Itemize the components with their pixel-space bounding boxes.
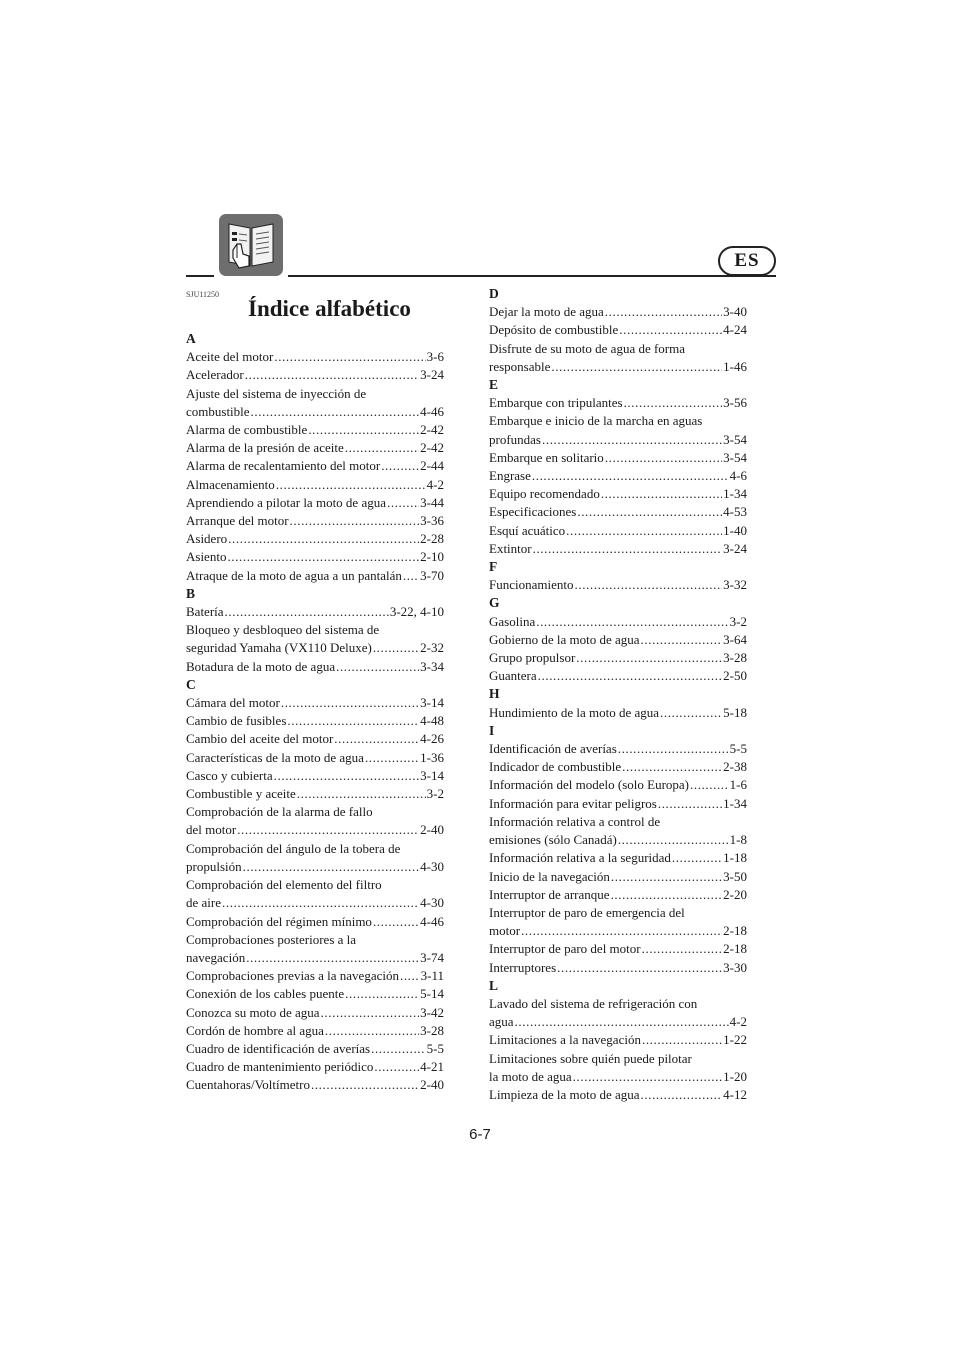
index-entry-page: 3-24 xyxy=(420,367,444,383)
index-entry-text: Alarma de combustible xyxy=(186,422,308,438)
index-entry-page: 4-30 xyxy=(420,858,444,874)
index-entry xyxy=(489,449,747,467)
index-entry-page: 2-18 xyxy=(723,923,747,939)
index-entry-page: 4-2 xyxy=(729,1014,747,1030)
dot-leader xyxy=(403,567,419,585)
index-entry-page: 1-46 xyxy=(723,358,747,374)
index-entry-page: 2-38 xyxy=(723,759,747,775)
index-entry-page: 3-24 xyxy=(723,540,747,556)
manual-reading-icon xyxy=(219,214,283,276)
index-entry-text: Grupo propulsor xyxy=(489,650,576,666)
index-entry xyxy=(186,821,444,839)
index-entry-text: Cuentahoras/Voltímetro xyxy=(186,1077,310,1093)
index-entry xyxy=(186,949,444,967)
index-entry-text: Cordón de hombre al agua xyxy=(186,1022,324,1038)
index-entry xyxy=(186,639,444,657)
index-entry-line: Comprobación de la alarma de fallo xyxy=(186,804,373,820)
dot-leader xyxy=(311,1076,419,1094)
index-entry-page: 2-28 xyxy=(420,531,444,547)
index-entry-page: 3-11 xyxy=(420,968,444,984)
language-badge: ES xyxy=(718,246,776,276)
index-entry-page: 3-44 xyxy=(420,494,444,510)
index-entry xyxy=(186,1040,444,1058)
dot-leader xyxy=(618,740,729,758)
dot-leader xyxy=(345,439,419,457)
index-entry-line: Información relativa a control de xyxy=(489,813,661,829)
index-entry xyxy=(186,712,444,730)
index-entry-text: Atraque de la moto de agua a un pantalán xyxy=(186,567,402,583)
index-entry-line: Lavado del sistema de refrigeración con xyxy=(489,995,698,1011)
dot-leader xyxy=(321,1004,420,1022)
index-entry xyxy=(489,1013,747,1031)
index-entry-text: motor xyxy=(489,923,521,939)
dot-leader xyxy=(308,421,419,439)
dot-leader xyxy=(641,631,723,649)
index-entry-page: 4-2 xyxy=(426,476,444,492)
dot-leader xyxy=(573,1068,722,1086)
index-entry-page: 4-30 xyxy=(420,895,444,911)
index-entry-text: combustible xyxy=(186,403,250,419)
dot-leader xyxy=(374,1058,419,1076)
index-entry xyxy=(186,494,444,512)
index-entry-page: 2-18 xyxy=(723,941,747,957)
index-entry-text: emisiones (sólo Canadá) xyxy=(489,832,617,848)
index-entry-line: Interruptor de paro de emergencia del xyxy=(489,904,685,920)
dot-leader xyxy=(566,522,722,540)
dot-leader xyxy=(373,913,419,931)
index-entry xyxy=(489,740,747,758)
index-entry xyxy=(186,767,444,785)
index-entry-page: 1-22 xyxy=(723,1032,747,1048)
index-entry-text: Limpieza de la moto de agua xyxy=(489,1086,640,1102)
index-entry-text: navegación xyxy=(186,949,246,965)
index-letter: H xyxy=(489,686,500,702)
index-entry xyxy=(186,749,444,767)
dot-leader xyxy=(251,403,420,421)
index-entry xyxy=(186,512,444,530)
index-entry-text: Información relativa a la seguridad xyxy=(489,850,671,866)
index-entry xyxy=(489,303,747,321)
index-entry xyxy=(489,576,747,594)
dot-leader xyxy=(222,894,419,912)
index-letter: L xyxy=(489,977,499,993)
index-entry-page: 1-6 xyxy=(729,777,747,793)
index-entry-text: Aceite del motor xyxy=(186,349,274,365)
index-entry xyxy=(489,795,747,813)
index-entry xyxy=(489,959,747,977)
dot-leader xyxy=(290,512,420,530)
index-entry xyxy=(186,913,444,931)
dot-leader xyxy=(611,886,723,904)
index-entry-text: Gasolina xyxy=(489,613,536,629)
index-entry-text: Combustible y aceite xyxy=(186,786,296,802)
index-entry-page: 3-56 xyxy=(723,395,747,411)
index-entry-page: 2-32 xyxy=(420,640,444,656)
index-entry-text: Conexión de los cables puente xyxy=(186,986,345,1002)
index-letter: A xyxy=(186,331,196,346)
index-entry-text: Comprobaciones previas a la navegación xyxy=(186,968,399,984)
index-entry xyxy=(186,348,444,366)
index-entry-text: Dejar la moto de agua xyxy=(489,304,604,320)
index-entry-text: de aire xyxy=(186,895,222,911)
index-entry xyxy=(186,985,444,1003)
index-entry-page: 1-18 xyxy=(723,850,747,866)
index-entry-page: 1-34 xyxy=(723,795,747,811)
index-entry-page: 4-48 xyxy=(420,713,444,729)
index-entry-page: 3-70 xyxy=(420,567,444,583)
index-entry-page: 3-64 xyxy=(723,631,747,647)
index-entry xyxy=(489,758,747,776)
index-letter: G xyxy=(489,595,500,611)
index-letter: B xyxy=(186,585,196,601)
dot-leader xyxy=(373,639,419,657)
dot-leader xyxy=(536,613,728,631)
header-rule xyxy=(288,275,776,277)
index-entry-page: 1-8 xyxy=(729,832,747,848)
dot-leader xyxy=(605,449,722,467)
dot-leader xyxy=(642,1031,722,1049)
index-entry-text: Cuadro de identificación de averías xyxy=(186,1040,371,1056)
dot-leader xyxy=(576,649,722,667)
index-entry-text: seguridad Yamaha (VX110 Deluxe) xyxy=(186,640,372,656)
index-entry-line: Limitaciones sobre quién puede pilotar xyxy=(489,1050,692,1066)
index-entry xyxy=(186,476,444,494)
index-entry-text: Interruptor de arranque xyxy=(489,886,610,902)
dot-leader xyxy=(672,849,722,867)
index-entry xyxy=(186,658,444,676)
index-entry xyxy=(489,540,747,558)
index-entry-page: 3-36 xyxy=(420,513,444,529)
index-entry-text: responsable xyxy=(489,358,551,374)
index-entry-text: Batería xyxy=(186,604,224,620)
index-entry-text: Almacenamiento xyxy=(186,476,275,492)
index-letter: D xyxy=(489,286,499,301)
dot-leader xyxy=(557,959,722,977)
dot-leader xyxy=(325,1022,419,1040)
index-entry-page: 3-40 xyxy=(723,304,747,320)
index-entry-page: 4-46 xyxy=(420,403,444,419)
index-entry-page: 3-74 xyxy=(420,949,444,965)
index-entry-page: 3-34 xyxy=(420,658,444,674)
index-entry-page: 3-14 xyxy=(420,695,444,711)
index-entry-page: 3-14 xyxy=(420,767,444,783)
index-entry-text: Cambio de fusibles xyxy=(186,713,287,729)
dot-leader xyxy=(387,494,419,512)
dot-leader xyxy=(246,949,419,967)
index-entry xyxy=(186,421,444,439)
dot-leader xyxy=(365,749,419,767)
index-entry xyxy=(489,1068,747,1086)
index-entry-line: Ajuste del sistema de inyección de xyxy=(186,385,367,401)
index-entry-text: Embarque en solitario xyxy=(489,449,604,465)
dot-leader xyxy=(622,758,722,776)
index-entry xyxy=(489,1086,747,1104)
index-entry-text: Funcionamiento xyxy=(489,577,574,593)
index-entry-page: 3-22, 4-10 xyxy=(389,604,444,620)
index-entry-page: 5-18 xyxy=(723,704,747,720)
index-letter: C xyxy=(186,676,196,692)
index-entry-page: 4-46 xyxy=(420,913,444,929)
dot-leader xyxy=(228,530,419,548)
index-entry xyxy=(489,940,747,958)
index-entry-text: Asidero xyxy=(186,531,228,547)
index-entry xyxy=(489,922,747,940)
dot-leader xyxy=(381,457,419,475)
dot-leader xyxy=(227,548,419,566)
index-entry-text: Botadura de la moto de agua xyxy=(186,658,336,674)
index-entry-page: 4-12 xyxy=(723,1086,747,1102)
index-entry-page: 3-30 xyxy=(723,959,747,975)
index-entry-page: 5-14 xyxy=(420,986,444,1002)
index-entry-text: la moto de agua xyxy=(489,1068,572,1084)
index-entry xyxy=(489,613,747,631)
index-entry-page: 2-10 xyxy=(420,549,444,565)
index-entry-text: Casco y cubierta xyxy=(186,767,273,783)
index-entry-page: 1-20 xyxy=(723,1068,747,1084)
index-entry-page: 4-6 xyxy=(729,468,747,484)
index-entry-text: Acelerador xyxy=(186,367,244,383)
index-letter: E xyxy=(489,377,499,393)
index-entry-text: Aprendiendo a pilotar la moto de agua xyxy=(186,494,386,510)
index-entry xyxy=(489,868,747,886)
index-entry xyxy=(186,1076,444,1094)
dot-leader xyxy=(538,667,723,685)
dot-leader xyxy=(281,694,419,712)
index-entry xyxy=(489,704,747,722)
index-entry-page: 2-40 xyxy=(420,822,444,838)
index-entry-page: 3-50 xyxy=(723,868,747,884)
page-title: Índice alfabético xyxy=(248,296,411,321)
index-entry-page: 4-24 xyxy=(723,322,747,338)
dot-leader xyxy=(245,366,419,384)
index-entry-text: Características de la moto de agua xyxy=(186,749,364,765)
index-entry xyxy=(489,321,747,339)
index-entry xyxy=(186,967,444,985)
index-entry xyxy=(489,631,747,649)
index-entry xyxy=(489,522,747,540)
index-entry-page: 2-40 xyxy=(420,1077,444,1093)
index-entry-text: Equipo recomendado xyxy=(489,486,600,502)
index-entry-text: Información del modelo (solo Europa) xyxy=(489,777,689,793)
index-column-left xyxy=(186,330,444,1095)
dot-leader xyxy=(577,503,722,521)
index-entry xyxy=(186,730,444,748)
dot-leader xyxy=(237,821,419,839)
dot-leader xyxy=(345,985,419,1003)
index-entry xyxy=(186,785,444,803)
document-code: SJU11250 xyxy=(186,290,220,299)
index-entry-text: Engrase xyxy=(489,468,531,484)
dot-leader xyxy=(533,540,723,558)
index-entry xyxy=(186,894,444,912)
index-entry-text: Interruptores xyxy=(489,959,557,975)
index-entry-page: 3-42 xyxy=(420,1004,444,1020)
dot-leader xyxy=(641,1086,723,1104)
index-entry xyxy=(186,530,444,548)
index-entry xyxy=(186,858,444,876)
dot-leader xyxy=(334,730,419,748)
index-entry xyxy=(489,1031,747,1049)
index-entry xyxy=(186,366,444,384)
index-entry-page: 3-54 xyxy=(723,449,747,465)
dot-leader xyxy=(619,321,722,339)
index-entry-text: Esquí acuático xyxy=(489,522,566,538)
dot-leader xyxy=(276,476,426,494)
index-entry-page: 2-44 xyxy=(420,458,444,474)
dot-leader xyxy=(274,767,420,785)
index-entry xyxy=(489,886,747,904)
index-entry-page: 3-2 xyxy=(426,786,444,802)
index-entry-page: 2-42 xyxy=(420,440,444,456)
index-entry-text: Interruptor de paro del motor xyxy=(489,941,641,957)
index-entry-text: Gobierno de la moto de agua xyxy=(489,631,640,647)
index-entry-text: del motor xyxy=(186,822,237,838)
dot-leader xyxy=(243,858,420,876)
index-entry-line: Comprobación del elemento del filtro xyxy=(186,877,382,893)
dot-leader xyxy=(336,658,419,676)
dot-leader xyxy=(542,431,722,449)
dot-leader xyxy=(690,776,729,794)
index-entry-text: Arranque del motor xyxy=(186,513,289,529)
index-entry-page: 3-28 xyxy=(723,650,747,666)
index-entry xyxy=(186,567,444,585)
index-entry-line: Bloqueo y desbloqueo del sistema de xyxy=(186,622,380,638)
dot-leader xyxy=(601,485,722,503)
index-entry-text: Limitaciones a la navegación xyxy=(489,1032,641,1048)
index-entry-text: Inicio de la navegación xyxy=(489,868,610,884)
index-entry xyxy=(186,1022,444,1040)
index-entry-text: Alarma de recalentamiento del motor xyxy=(186,458,381,474)
index-entry xyxy=(186,1058,444,1076)
page-number: 6-7 xyxy=(469,1126,491,1143)
index-entry xyxy=(186,603,444,621)
index-entry-page: 3-32 xyxy=(723,577,747,593)
index-letter: I xyxy=(489,722,495,738)
index-entry-page: 1-34 xyxy=(723,486,747,502)
dot-leader xyxy=(532,467,729,485)
index-entry-page: 2-42 xyxy=(420,422,444,438)
index-entry-text: Conozca su moto de agua xyxy=(186,1004,320,1020)
index-entry xyxy=(186,548,444,566)
index-entry xyxy=(186,457,444,475)
index-entry-line: Embarque e inicio de la marcha en aguas xyxy=(489,413,703,429)
dot-leader xyxy=(551,358,722,376)
index-entry-page: 1-36 xyxy=(420,749,444,765)
index-entry-text: Cambio del aceite del motor xyxy=(186,731,334,747)
dot-leader xyxy=(660,704,722,722)
dot-leader xyxy=(297,785,426,803)
dot-leader xyxy=(605,303,722,321)
index-entry-text: agua xyxy=(489,1014,514,1030)
index-entry-text: Asiento xyxy=(186,549,227,565)
index-entry xyxy=(489,358,747,376)
dot-leader xyxy=(575,576,723,594)
index-letter: F xyxy=(489,559,498,575)
dot-leader xyxy=(618,831,729,849)
index-entry xyxy=(489,503,747,521)
index-entry-page: 5-5 xyxy=(729,741,747,757)
index-entry xyxy=(186,1004,444,1022)
index-entry xyxy=(489,431,747,449)
index-entry-text: Cámara del motor xyxy=(186,695,280,711)
index-entry xyxy=(489,394,747,412)
dot-leader xyxy=(658,795,722,813)
index-entry xyxy=(489,849,747,867)
index-entry-text: Cuadro de mantenimiento periódico xyxy=(186,1059,374,1075)
index-entry-page: 4-26 xyxy=(420,731,444,747)
index-entry-text: Depósito de combustible xyxy=(489,322,619,338)
index-entry-page: 3-6 xyxy=(426,349,444,365)
index-entry-text: Identificación de averías xyxy=(489,741,617,757)
index-entry-page: 2-20 xyxy=(723,886,747,902)
index-entry xyxy=(489,485,747,503)
index-entry xyxy=(489,831,747,849)
index-entry-text: Especificaciones xyxy=(489,504,577,520)
dot-leader xyxy=(400,967,420,985)
dot-leader xyxy=(287,712,419,730)
index-entry-text: Guantera xyxy=(489,668,537,684)
index-entry xyxy=(186,403,444,421)
index-entry xyxy=(489,776,747,794)
dot-leader xyxy=(521,922,722,940)
index-entry xyxy=(489,667,747,685)
index-entry-page: 4-21 xyxy=(420,1059,444,1075)
index-entry-page: 4-53 xyxy=(723,504,747,520)
index-entry-text: Embarque con tripulantes xyxy=(489,395,623,411)
dot-leader xyxy=(611,868,722,886)
index-entry-text: Indicador de combustible xyxy=(489,759,622,775)
index-entry-line: Comprobaciones posteriores a la xyxy=(186,931,357,947)
index-entry-text: Hundimiento de la moto de agua xyxy=(489,704,660,720)
index-entry-text: Comprobación del régimen mínimo xyxy=(186,913,372,929)
index-entry-page: 1-40 xyxy=(723,522,747,538)
header-rule xyxy=(186,275,214,277)
index-entry-text: Extintor xyxy=(489,540,532,556)
index-entry-line: Disfrute de su moto de agua de forma xyxy=(489,340,686,356)
index-entry-page: 3-54 xyxy=(723,431,747,447)
index-entry-page: 2-50 xyxy=(723,668,747,684)
index-entry-text: Información para evitar peligros xyxy=(489,795,657,811)
index-entry xyxy=(489,467,747,485)
dot-leader xyxy=(624,394,723,412)
index-entry-page: 5-5 xyxy=(426,1040,444,1056)
dot-leader xyxy=(642,940,723,958)
dot-leader xyxy=(274,348,425,366)
dot-leader xyxy=(371,1040,426,1058)
index-entry xyxy=(186,694,444,712)
index-column-right xyxy=(489,285,747,1104)
index-entry-page: 3-2 xyxy=(729,613,747,629)
index-entry xyxy=(489,649,747,667)
dot-leader xyxy=(515,1013,729,1031)
index-entry-text: Alarma de la presión de aceite xyxy=(186,440,344,456)
index-entry xyxy=(186,439,444,457)
index-entry-line: Comprobación del ángulo de la tobera de xyxy=(186,840,401,856)
dot-leader xyxy=(225,603,389,621)
index-entry-text: propulsión xyxy=(186,858,242,874)
index-entry-text: profundas xyxy=(489,431,541,447)
index-entry-page: 3-28 xyxy=(420,1022,444,1038)
